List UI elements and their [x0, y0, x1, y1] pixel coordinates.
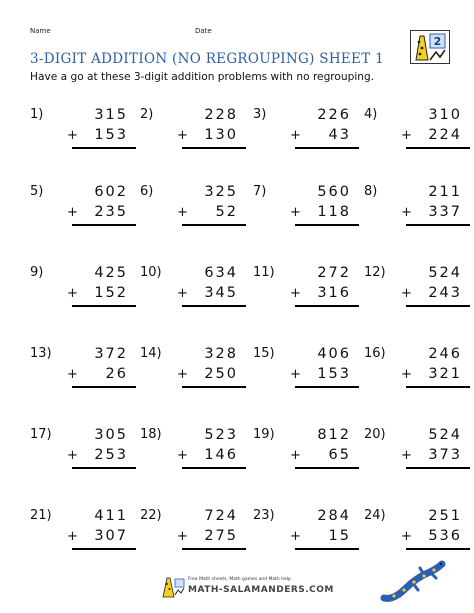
first-addend: 310 [428, 107, 462, 123]
problem-7 [253, 184, 363, 244]
answer-line [406, 224, 470, 226]
problem-17 [30, 427, 140, 487]
plus-sign: + [401, 286, 412, 301]
second-addend: 307 [94, 528, 128, 544]
problem-20 [364, 427, 474, 487]
plus-sign: + [67, 128, 78, 143]
answer-line [406, 305, 470, 307]
problem-number: 8) [364, 184, 378, 199]
date-label: Date [195, 27, 212, 35]
plus-sign: + [401, 448, 412, 463]
answer-line [406, 386, 470, 388]
second-addend: 15 [328, 528, 351, 544]
plus-sign: + [177, 128, 188, 143]
problem-1 [30, 107, 140, 167]
salamander-logo-icon [160, 575, 186, 599]
first-addend: 524 [428, 427, 462, 443]
problem-number: 24) [364, 508, 386, 523]
salamander-logo-icon [410, 30, 450, 64]
answer-line [295, 224, 359, 226]
footer-site-name: MATH-SALAMANDERS.COM [188, 585, 334, 595]
plus-sign: + [67, 205, 78, 220]
problem-12 [364, 265, 474, 325]
problem-number: 20) [364, 427, 386, 442]
second-addend: 152 [94, 285, 128, 301]
plus-sign: + [290, 205, 301, 220]
instructions: Have a go at these 3-digit addition problems with no regrouping. [30, 71, 375, 83]
first-addend: 328 [204, 346, 238, 362]
plus-sign: + [401, 367, 412, 382]
plus-sign: + [67, 529, 78, 544]
problem-18 [140, 427, 250, 487]
problem-8 [364, 184, 474, 244]
answer-line [72, 147, 136, 149]
first-addend: 228 [204, 107, 238, 123]
second-addend: 321 [428, 366, 462, 382]
name-label: Name [30, 27, 51, 35]
answer-line [295, 548, 359, 550]
first-addend: 524 [428, 265, 462, 281]
second-addend: 235 [94, 204, 128, 220]
problem-23 [253, 508, 363, 568]
first-addend: 251 [428, 508, 462, 524]
second-addend: 337 [428, 204, 462, 220]
problem-6 [140, 184, 250, 244]
plus-sign: + [177, 205, 188, 220]
first-addend: 411 [94, 508, 128, 524]
problem-number: 23) [253, 508, 275, 523]
answer-line [182, 305, 246, 307]
answer-line [182, 224, 246, 226]
first-addend: 226 [317, 107, 351, 123]
answer-line [72, 386, 136, 388]
problem-3 [253, 107, 363, 167]
problem-number: 3) [253, 107, 267, 122]
second-addend: 316 [317, 285, 351, 301]
second-addend: 250 [204, 366, 238, 382]
plus-sign: + [67, 448, 78, 463]
plus-sign: + [290, 529, 301, 544]
problem-number: 6) [140, 184, 154, 199]
second-addend: 253 [94, 447, 128, 463]
answer-line [72, 224, 136, 226]
problem-10 [140, 265, 250, 325]
problem-19 [253, 427, 363, 487]
problem-number: 22) [140, 508, 162, 523]
second-addend: 26 [105, 366, 128, 382]
second-addend: 224 [428, 127, 462, 143]
answer-line [406, 467, 470, 469]
plus-sign: + [290, 367, 301, 382]
logo-badge: 2 [433, 35, 442, 48]
plus-sign: + [67, 286, 78, 301]
answer-line [182, 467, 246, 469]
answer-line [295, 147, 359, 149]
plus-sign: + [401, 205, 412, 220]
first-addend: 272 [317, 265, 351, 281]
first-addend: 372 [94, 346, 128, 362]
second-addend: 345 [204, 285, 238, 301]
first-addend: 425 [94, 265, 128, 281]
plus-sign: + [177, 529, 188, 544]
problem-15 [253, 346, 363, 406]
second-addend: 146 [204, 447, 238, 463]
problem-16 [364, 346, 474, 406]
problem-number: 13) [30, 346, 52, 361]
second-addend: 153 [94, 127, 128, 143]
problem-number: 5) [30, 184, 44, 199]
answer-line [406, 147, 470, 149]
answer-line [72, 467, 136, 469]
first-addend: 246 [428, 346, 462, 362]
plus-sign: + [401, 128, 412, 143]
problem-9 [30, 265, 140, 325]
problem-number: 7) [253, 184, 267, 199]
answer-line [182, 386, 246, 388]
problem-number: 12) [364, 265, 386, 280]
problem-13 [30, 346, 140, 406]
first-addend: 315 [94, 107, 128, 123]
problem-number: 11) [253, 265, 275, 280]
answer-line [182, 548, 246, 550]
first-addend: 602 [94, 184, 128, 200]
problem-number: 17) [30, 427, 52, 442]
problem-number: 4) [364, 107, 378, 122]
second-addend: 153 [317, 366, 351, 382]
first-addend: 523 [204, 427, 238, 443]
problem-number: 14) [140, 346, 162, 361]
plus-sign: + [67, 367, 78, 382]
problem-number: 19) [253, 427, 275, 442]
second-addend: 373 [428, 447, 462, 463]
problem-number: 1) [30, 107, 44, 122]
answer-line [72, 305, 136, 307]
problem-14 [140, 346, 250, 406]
answer-line [72, 548, 136, 550]
problem-number: 16) [364, 346, 386, 361]
footer [160, 573, 334, 603]
problem-number: 9) [30, 265, 44, 280]
first-addend: 724 [204, 508, 238, 524]
problem-21 [30, 508, 140, 568]
answer-line [295, 386, 359, 388]
plus-sign: + [290, 448, 301, 463]
page-title: 3-DIGIT ADDITION (NO REGROUPING) SHEET 1 [30, 51, 384, 67]
second-addend: 243 [428, 285, 462, 301]
plus-sign: + [401, 529, 412, 544]
problem-11 [253, 265, 363, 325]
problem-number: 21) [30, 508, 52, 523]
answer-line [295, 305, 359, 307]
answer-line [295, 467, 359, 469]
second-addend: 52 [215, 204, 238, 220]
salamander-icon [380, 560, 446, 605]
plus-sign: + [290, 128, 301, 143]
plus-sign: + [290, 286, 301, 301]
problem-5 [30, 184, 140, 244]
problem-number: 18) [140, 427, 162, 442]
plus-sign: + [177, 367, 188, 382]
first-addend: 211 [428, 184, 462, 200]
first-addend: 305 [94, 427, 128, 443]
second-addend: 130 [204, 127, 238, 143]
problem-24 [364, 508, 474, 568]
second-addend: 275 [204, 528, 238, 544]
problem-number: 10) [140, 265, 162, 280]
first-addend: 325 [204, 184, 238, 200]
first-addend: 406 [317, 346, 351, 362]
first-addend: 560 [317, 184, 351, 200]
problem-4 [364, 107, 474, 167]
plus-sign: + [177, 286, 188, 301]
answer-line [182, 147, 246, 149]
footer-tagline: Free Math sheets, Math games and Math help [188, 577, 291, 582]
answer-line [406, 548, 470, 550]
plus-sign: + [177, 448, 188, 463]
first-addend: 812 [317, 427, 351, 443]
second-addend: 43 [328, 127, 351, 143]
problem-number: 15) [253, 346, 275, 361]
second-addend: 536 [428, 528, 462, 544]
problem-number: 2) [140, 107, 154, 122]
second-addend: 65 [328, 447, 351, 463]
problem-22 [140, 508, 250, 568]
second-addend: 118 [317, 204, 351, 220]
first-addend: 634 [204, 265, 238, 281]
first-addend: 284 [317, 508, 351, 524]
problem-2 [140, 107, 250, 167]
